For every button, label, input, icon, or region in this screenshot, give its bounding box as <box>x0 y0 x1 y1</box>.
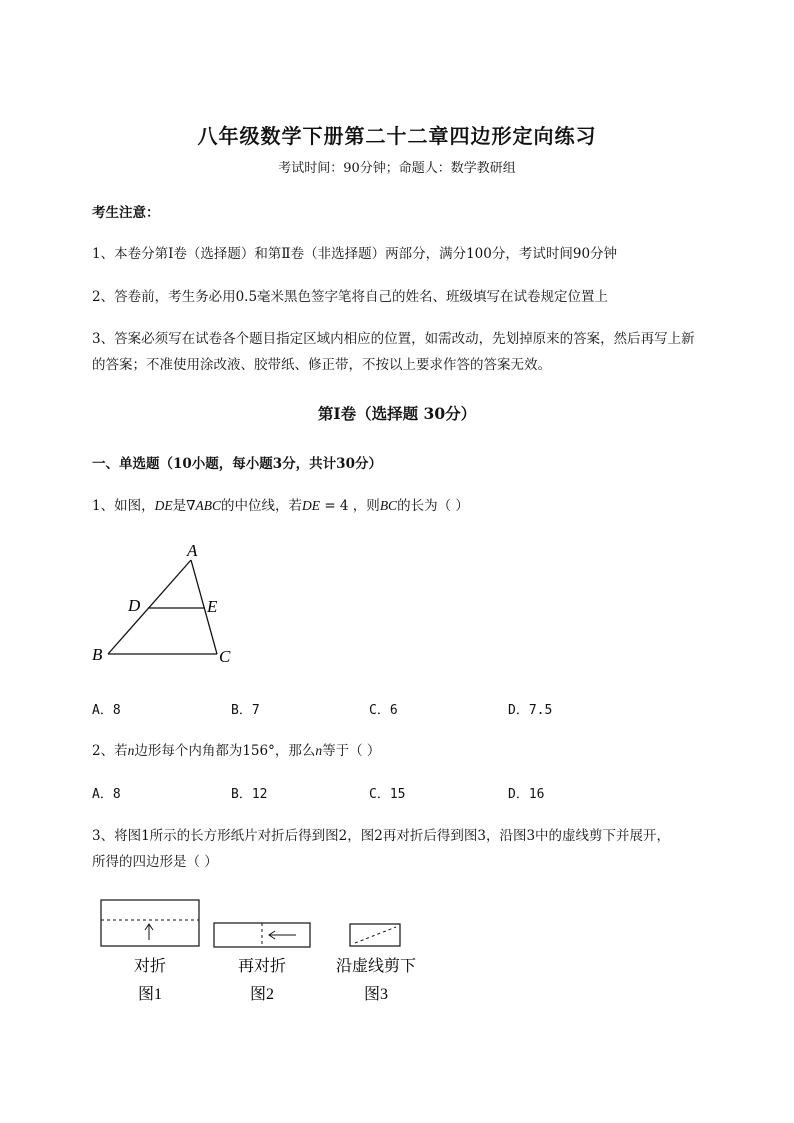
fig2-label: 图2 <box>249 986 275 1003</box>
side-ab <box>108 560 191 654</box>
q2-option-a[interactable]: A．8 <box>92 787 121 802</box>
fig3-cut-line <box>355 927 396 943</box>
q1-option-b[interactable]: B．7 <box>231 703 260 718</box>
fig3-paper <box>350 924 400 946</box>
fig2-caption: 再对折 <box>237 958 287 975</box>
q1-option-d[interactable]: D．7.5 <box>508 703 553 718</box>
fig3-label: 图3 <box>363 986 389 1003</box>
notice-item-3: 3、答案必须写在试卷各个题目指定区域内相应的位置，如需改动，先划掉原来的答案，然后再写上新 <box>92 331 695 347</box>
question-2-stem: 2、若n边形每个内角都为156°，那么n等于（ ） <box>92 743 381 759</box>
page-title: 八年级数学下册第二十二章四边形定向练习 <box>197 124 597 148</box>
question-1-stem: 1、如图，DE是∇ABC的中位线，若DE = 4 ，则BC的长为（ ） <box>92 498 469 514</box>
q2-option-b[interactable]: B．12 <box>231 787 268 802</box>
fig1-paper <box>101 900 199 946</box>
question-3-stem-line-1: 3、将图1所示的长方形纸片对折后得到图2，图2再对折后得到图3，沿图3中的虚线剪下并展开， <box>92 828 671 844</box>
label-c: C <box>219 647 231 666</box>
notice-item-2: 2、答卷前，考生务必用0.5毫米黑色签字笔将自己的姓名、班级填写在试卷规定位置上 <box>92 289 609 305</box>
label-d: D <box>128 596 141 615</box>
label-b: B <box>92 645 103 664</box>
q2-option-c[interactable]: C．15 <box>369 787 406 802</box>
fig3-caption: 沿虚线剪下 <box>335 958 417 975</box>
label-a: A <box>187 541 198 560</box>
part-heading: 一、单选题（10小题，每小题3分，共计30分） <box>92 456 382 472</box>
question-3-stem-line-2: 所得的四边形是（ ） <box>92 854 218 870</box>
folding-figures <box>96 895 436 1010</box>
label-e: E <box>207 597 218 616</box>
fig1-label: 图1 <box>137 986 163 1003</box>
q2-option-d[interactable]: D．16 <box>508 787 545 802</box>
notice-item-1: 1、本卷分第I卷（选择题）和第Ⅱ卷（非选择题）两部分，满分100分，考试时间90分钟 <box>92 246 618 262</box>
exam-info: 考试时间：90分钟；命题人：数学教研组 <box>278 161 516 176</box>
section-title: 第I卷（选择题 30分） <box>317 404 477 423</box>
q1-option-a[interactable]: A．8 <box>92 703 121 718</box>
notice-heading: 考生注意： <box>92 205 160 221</box>
triangle-figure <box>88 538 248 670</box>
q1-option-c[interactable]: C．6 <box>369 703 398 718</box>
notice-item-3-cont: 的答案；不准使用涂改液、胶带纸、修正带，不按以上要求作答的答案无效。 <box>92 357 551 373</box>
fig1-caption: 对折 <box>133 958 167 975</box>
